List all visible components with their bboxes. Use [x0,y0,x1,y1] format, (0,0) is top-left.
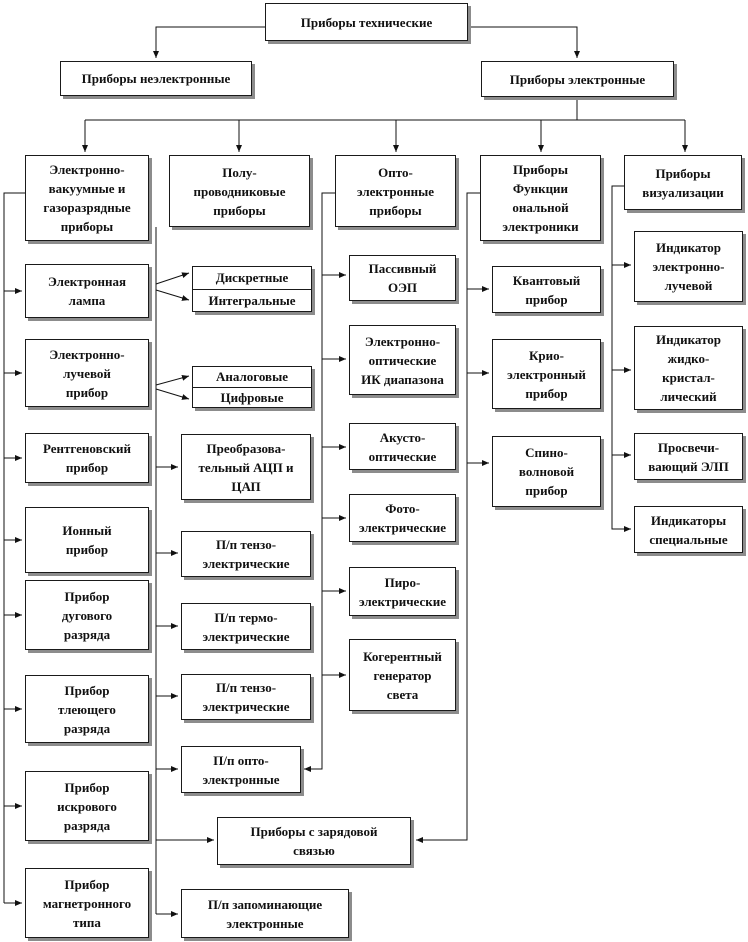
category-opto: Опто- электронные приборы [335,155,456,227]
opto-item-acousto: Акусто- оптические [349,423,456,470]
category-vacuum: Электронно- вакуумные и газоразрядные приборы [25,155,149,241]
vacuum-item-magnetron: Прибор магнетронного типа [25,868,149,938]
semiconductor-opto: П/п опто- электронные [181,746,301,793]
category-functional: Приборы Функции ональной электроники [480,155,601,241]
semiconductor-discrete-integral [192,266,312,312]
vacuum-item-arc: Прибор дугового разряда [25,580,149,650]
vacuum-item-tube: Электронная лампа [25,264,149,318]
vacuum-item-glow: Прибор тлеющего разряда [25,675,149,743]
semiconductor-tenso-2: П/п тензо- электрические [181,674,311,720]
semiconductor-analog: Аналоговые [216,369,288,385]
opto-item-photo: Фото- электрические [349,494,456,542]
visualization-item-crt: Индикатор электронно- лучевой [634,231,743,302]
root-box: Приборы технические [265,3,468,41]
visualization-item-special: Индикаторы специальные [634,506,743,553]
electronic-box: Приборы электронные [481,61,674,97]
functional-item-cryo: Крио- электронный прибор [492,339,601,409]
semiconductor-tenso-1: П/п тензо- электрические [181,531,311,577]
functional-item-spin: Спино- волновой прибор [492,436,601,507]
semiconductor-memory: П/п запоминающие электронные [181,889,349,938]
vacuum-item-ion: Ионный прибор [25,507,149,573]
semiconductor-converter: Преобразова- тельный АЦП и ЦАП [181,434,311,500]
visualization-item-lcd: Индикатор жидко- кристал- лический [634,326,743,410]
semiconductor-integral: Интегральные [193,289,311,312]
semiconductor-discrete: Дискретные [215,270,289,286]
semiconductor-analog-digital [192,366,312,408]
opto-item-passive: Пассивный ОЭП [349,255,456,301]
category-visualization: Приборы визуализации [624,155,742,210]
vacuum-item-spark: Прибор искрового разряда [25,771,149,841]
semiconductor-thermo: П/п термо- электрические [181,603,311,650]
vacuum-item-xray: Рентгеновский прибор [25,433,149,483]
vacuum-item-cathode-ray: Электронно- лучевой прибор [25,339,149,407]
opto-item-coherent: Когерентный генератор света [349,639,456,711]
non-electronic-box: Приборы неэлектронные [60,61,252,96]
opto-item-pyro: Пиро- электрические [349,567,456,616]
charge-coupled-box: Приборы с зарядовой связью [217,817,411,865]
category-semiconductor: Полу- проводниковые приборы [169,155,310,227]
visualization-item-transmissive: Просвечи- вающий ЭЛП [634,433,743,480]
functional-item-quantum: Квантовый прибор [492,266,601,313]
opto-item-ir: Электронно- оптические ИК диапазона [349,325,456,395]
semiconductor-digital: Цифровые [193,387,311,408]
